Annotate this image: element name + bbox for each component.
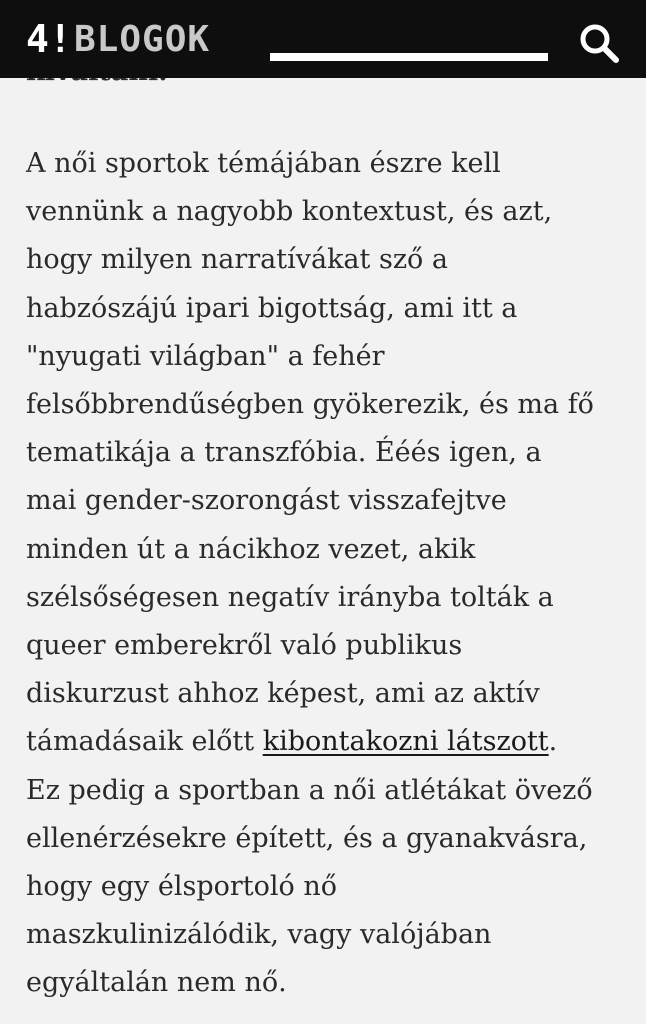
search-icon [574,18,624,68]
text-line: vennünk a nagyobb kontextust, és azt, [26,196,553,228]
site-logo-text[interactable]: BLOGOK [74,19,211,60]
text-line: diskurzust ahhoz képest, ami az aktív [26,678,540,710]
search-button[interactable] [574,18,624,68]
text-line: támadásaik előtt [26,726,263,758]
text-line: minden út a nácikhoz vezet, akik [26,533,476,565]
text-line: tematikája a transzfóbia. Ééés igen, a [26,437,542,469]
text-line: ellenérzésekre épített, és a gyanakvásra, [26,822,588,854]
text-line: A női sportok témájában észre kell [26,148,501,179]
text-line: maszkulinizálódik, vagy valójában [26,919,492,951]
text-line: "nyugati világban" a fehér [26,340,385,372]
article-paragraph [26,140,626,1008]
article-body [26,140,626,1008]
text-line: queer emberekről való publikus [26,630,463,662]
text-line: hogy milyen narratívákat sző a [26,244,448,276]
text-line: felsőbbrendűségben gyökerezik, és ma fő [26,389,594,421]
logo-underline [270,53,548,61]
text-line: szélsőségesen negatív irányba tolták a [26,581,554,613]
text-line: habzószájú ipari bigottság, ami itt a [26,292,518,324]
top-navigation-bar [0,0,646,78]
article-inline-link[interactable]: kibontakozni látszott [262,726,549,758]
text-line: mai gender-szorongást visszafejtve [26,485,507,517]
text-line: hogy egy élsportoló nő [26,871,338,903]
text-line: . [548,726,558,758]
site-logo-number[interactable]: 4! [26,17,72,61]
text-line: Ez pedig a sportban a női atlétákat övező [26,774,593,806]
text-line: egyáltalán nem nő. [26,967,287,999]
